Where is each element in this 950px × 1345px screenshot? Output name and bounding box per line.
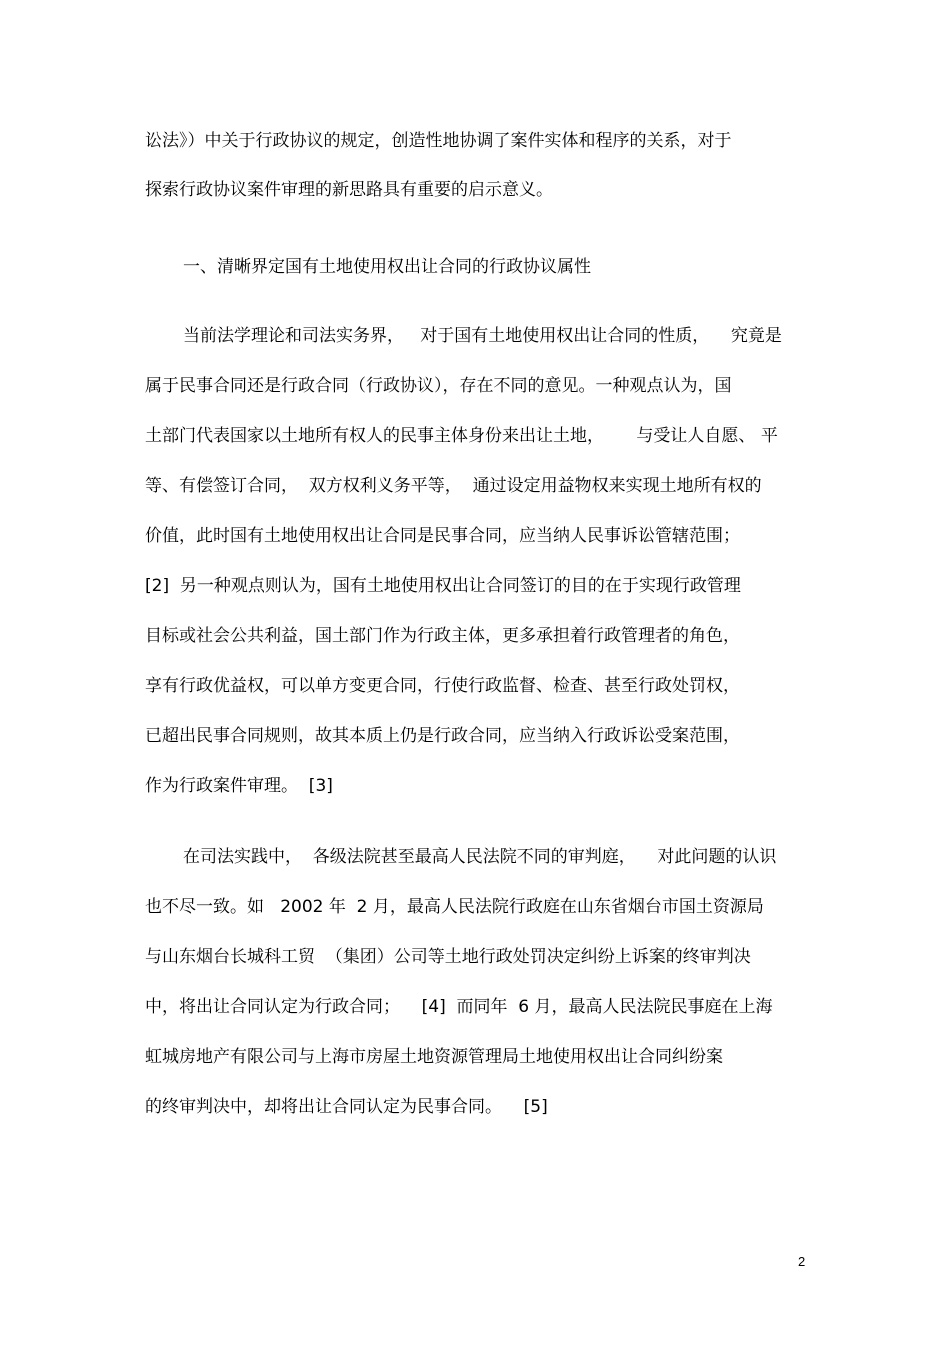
text-line: 的终审判决中，却将出让合同认定为民事合同。 [5] (145, 1097, 548, 1117)
text-line: 享有行政优益权，可以单方变更合同，行使行政监督、检查、甚至行政处罚权， (145, 676, 740, 696)
text-line: 虹城房地产有限公司与上海市房屋土地资源管理局土地使用权出让合同纠纷案 (145, 1047, 723, 1067)
text-line: 等、有偿签订合同， 双方权利义务平等， 通过设定用益物权来实现土地所有权的 (145, 476, 762, 496)
text-line: 属于民事合同还是行政合同（行政协议），存在不同的意见。一种观点认为，国 (145, 376, 732, 396)
text-line: [2] 另一种观点则认为，国有土地使用权出让合同签订的目的在于实现行政管理 (145, 576, 741, 596)
text-line: 与山东烟台长城科工贸 （集团）公司等土地行政处罚决定纠纷上诉案的终审判决 (145, 947, 751, 967)
text-line: 作为行政案件审理。 [3] (145, 776, 333, 796)
text-line: 探索行政协议案件审理的新思路具有重要的启示意义。 (145, 180, 553, 200)
text-line: 在司法实践中， 各级法院甚至最高人民法院不同的审判庭， 对此问题的认识 (183, 847, 777, 867)
page-number: 2 (798, 1254, 806, 1269)
text-line: 土部门代表国家以土地所有权人的民事主体身份来出让土地， 与受让人自愿、 平 (145, 426, 778, 446)
text-line: 中，将出让合同认定为行政合同； [4] 而同年 6 月，最高人民法院民事庭在上海 (145, 997, 773, 1017)
text-line: 当前法学理论和司法实务界， 对于国有土地使用权出让合同的性质， 究竟是 (183, 326, 782, 346)
section-heading: 一、清晰界定国有土地使用权出让合同的行政协议属性 (183, 257, 591, 277)
text-line: 也不尽一致。如 2002 年 2 月，最高人民法院行政庭在山东省烟台市国土资源局 (145, 897, 764, 917)
text-line: 目标或社会公共利益，国土部门作为行政主体，更多承担着行政管理者的角色， (145, 626, 740, 646)
text-line: 价值，此时国有土地使用权出让合同是民事合同，应当纳人民事诉讼管辖范围； (145, 526, 740, 546)
text-line: 已超出民事合同规则，故其本质上仍是行政合同，应当纳入行政诉讼受案范围， (145, 726, 740, 746)
text-line: 讼法》）中关于行政协议的规定，创造性地协调了案件实体和程序的关系，对于 (145, 131, 732, 151)
